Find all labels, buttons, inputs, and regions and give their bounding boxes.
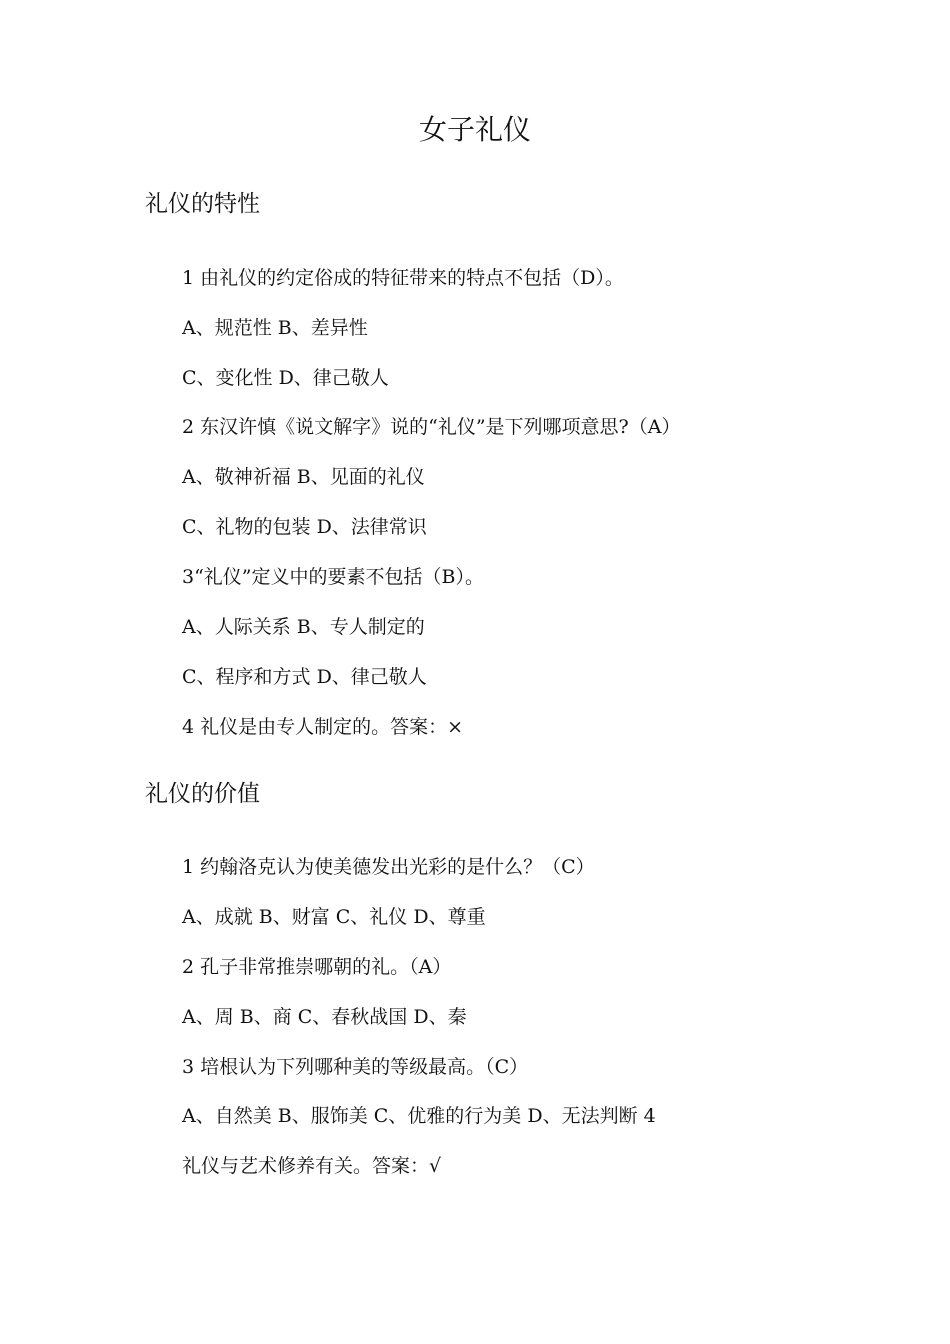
option-line: A、成就 B、财富 C、礼仪 D、尊重 [182, 906, 486, 928]
option-line: A、自然美 B、服饰美 C、优雅的行为美 D、无法判断 4 [182, 1105, 656, 1127]
question-line: 2 孔子非常推崇哪朝的礼。（A） [182, 956, 452, 978]
option-line: A、人际关系 B、专人制定的 [182, 616, 425, 638]
answer-line: 4 礼仪是由专人制定的。答案：× [182, 716, 464, 738]
question-line: 3“礼仪”定义中的要素不包括（B）。 [182, 566, 484, 588]
option-line: A、敬神祈福 B、见面的礼仪 [182, 466, 425, 488]
option-line: C、礼物的包装 D、法律常识 [182, 516, 427, 538]
document-title: 女子礼仪 [418, 113, 531, 146]
option-line: A、周 B、商 C、春秋战国 D、秦 [182, 1006, 467, 1028]
option-line: C、程序和方式 D、律己敬人 [182, 666, 427, 688]
option-line: A、规范性 B、差异性 [182, 317, 368, 339]
question-line: 1 约翰洛克认为使美德发出光彩的是什么？（C） [182, 856, 595, 878]
question-line: 2 东汉许慎《说文解字》说的“礼仪”是下列哪项意思?（A） [182, 416, 681, 438]
option-line: C、变化性 D、律己敬人 [182, 367, 389, 389]
answer-line: 礼仪与艺术修养有关。答案：√ [182, 1155, 442, 1177]
section-heading-value: 礼仪的价值 [145, 781, 260, 807]
question-line: 3 培根认为下列哪种美的等级最高。（C） [182, 1056, 529, 1078]
section-heading-characteristics: 礼仪的特性 [145, 191, 260, 217]
question-line: 1 由礼仪的约定俗成的特征带来的特点不包括（D）。 [182, 267, 624, 289]
